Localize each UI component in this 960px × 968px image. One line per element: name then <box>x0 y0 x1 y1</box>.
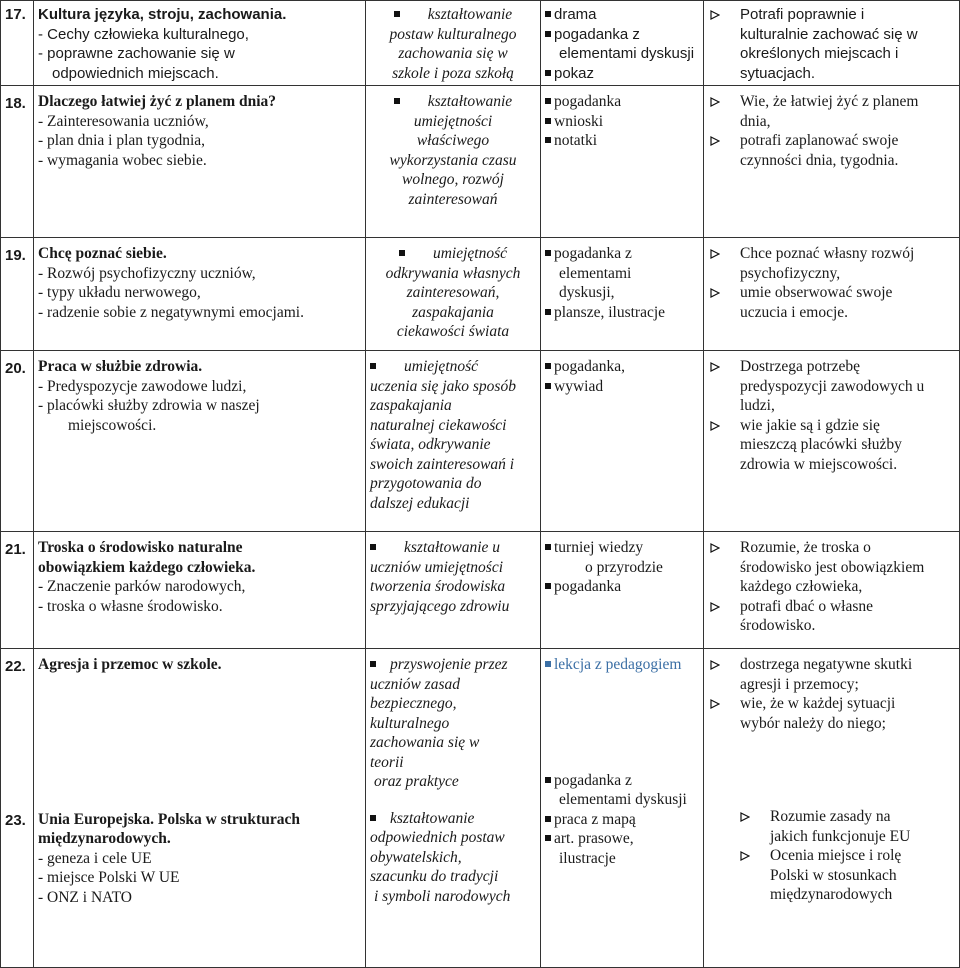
square-bullet-icon <box>545 137 551 143</box>
topic-subpoint: - miejsce Polski W UE <box>38 869 180 886</box>
topic-subpoint: - wymagania wobec siebie. <box>38 151 207 169</box>
square-bullet-icon <box>545 31 551 37</box>
square-bullet-icon <box>545 98 551 104</box>
topic-subpoint: - Znaczenie parków narodowych, <box>38 578 246 595</box>
square-bullet-icon <box>545 363 551 369</box>
topic-title: Chcę poznać siebie. <box>38 245 167 262</box>
topic-subpoint: - troska o własne środowisko. <box>38 597 223 615</box>
methods-cell: pogadanka, wywiad <box>541 351 704 532</box>
row-number: 19. <box>1 238 34 351</box>
topic-cell <box>34 351 366 532</box>
square-bullet-icon <box>370 363 376 369</box>
arrow-bullet-icon <box>740 812 750 822</box>
arrow-bullet-icon <box>710 602 720 612</box>
goal-cell: umiejętność uczenia się jako sposób zaspakajania naturalnej ciekawości świata, odkrywanie swoich zainteresowań i przygotowania do dalszej edukacji <box>366 351 541 532</box>
topic-subpoint: - radzenie sobie z negatywnymi emocjami. <box>38 303 304 321</box>
table-row <box>1 351 960 532</box>
square-bullet-icon <box>394 98 400 104</box>
row-number: 22. 23. <box>1 649 34 968</box>
goal-cell: kształtowanie postaw kulturalnego zachowania się w szkole i poza szkołą <box>366 1 541 86</box>
goal-cell: umiejętność odkrywania własnych zainteresowań, zaspakajania ciekawości świata <box>366 238 541 351</box>
methods-cell: lekcja z pedagogiem pogadanka z elementami dyskusji praca z mapą art. prasowe, ilustracje <box>541 649 704 968</box>
goal-cell: kształtowanie umiejętności właściwego wykorzystania czasu wolnego, rozwój zainteresowań <box>366 86 541 238</box>
square-bullet-icon <box>545 583 551 589</box>
square-bullet-icon <box>370 815 376 821</box>
effects-cell: Wie, że łatwiej żyć z planem dnia, potrafi zaplanować swoje czynności dnia, tygodnia. <box>704 86 960 238</box>
arrow-bullet-icon <box>710 699 720 709</box>
square-bullet-icon <box>545 661 551 667</box>
square-bullet-icon <box>545 816 551 822</box>
square-bullet-icon <box>545 383 551 389</box>
table-row <box>1 1 960 86</box>
arrow-bullet-icon <box>710 660 720 670</box>
arrow-bullet-icon <box>740 851 750 861</box>
topic-cell <box>34 86 366 238</box>
effects-cell: Chce poznać własny rozwój psychofizyczny, umie obserwować swoje uczucia i emocje. <box>704 238 960 351</box>
methods-cell: pogadanka z elementami dyskusji, plansze, ilustracje <box>541 238 704 351</box>
arrow-bullet-icon <box>710 97 720 107</box>
arrow-bullet-icon <box>710 136 720 146</box>
table-row <box>1 532 960 649</box>
square-bullet-icon <box>399 250 405 256</box>
topic-subpoint: miejscowości. <box>68 416 157 434</box>
topic-subpoint: - ONZ i NATO <box>38 888 132 906</box>
arrow-bullet-icon <box>710 362 720 372</box>
topic-cell <box>34 649 366 968</box>
topic-subpoint: - poprawne zachowanie się w <box>38 45 235 62</box>
topic-title: Troska o środowisko naturalne <box>38 539 243 556</box>
effects-cell: dostrzega negatywne skutki agresji i przemocy; wie, że w każdej sytuacji wybór należy do niego; Rozumie zasady na jakich funkcjonuje EU Ocenia miejsce i rolę Polski w stosunkach międzynarodowych <box>704 649 960 968</box>
topic-title: Unia Europejska. Polska w strukturach <box>38 810 300 828</box>
topic-subpoint: - typy układu nerwowego, <box>38 284 201 301</box>
topic-subpoint: - Rozwój psychofizyczny uczniów, <box>38 264 256 282</box>
square-bullet-icon <box>370 661 376 667</box>
square-bullet-icon <box>545 70 551 76</box>
methods-cell: drama pogadanka z elementami dyskusji pokaz <box>541 1 704 86</box>
arrow-bullet-icon <box>710 543 720 553</box>
effects-cell: Rozumie, że troska o środowisko jest obowiązkiem każdego człowieka, potrafi dbać o własne środowisko. <box>704 532 960 649</box>
square-bullet-icon <box>545 544 551 550</box>
square-bullet-icon <box>545 777 551 783</box>
topic-cell <box>34 238 366 351</box>
topic-subpoint: - geneza i cele UE <box>38 849 152 867</box>
topic-title: Kultura języka, stroju, zachowania. <box>38 6 287 23</box>
topic-title: obowiązkiem każdego człowieka. <box>38 558 256 576</box>
topic-title: Agresja i przemoc w szkole. <box>38 656 222 673</box>
square-bullet-icon <box>545 835 551 841</box>
row-number: 21. <box>1 532 34 649</box>
square-bullet-icon <box>370 544 376 550</box>
row-number: 18. <box>1 86 34 238</box>
arrow-bullet-icon <box>710 10 720 20</box>
square-bullet-icon <box>545 309 551 315</box>
table-row <box>1 649 960 968</box>
arrow-bullet-icon <box>710 288 720 298</box>
arrow-bullet-icon <box>710 249 720 259</box>
goal-cell: przyswojenie przez uczniów zasad bezpiecznego, kulturalnego zachowania się w teorii oraz praktyce kształtowanie odpowiednich postaw obywatelskich, szacunku do tradycji i symboli narodowych <box>366 649 541 968</box>
square-bullet-icon <box>545 118 551 124</box>
effects-cell: Dostrzega potrzebę predyspozycji zawodowych u ludzi, wie jakie są i gdzie się mieszczą placówki służby zdrowia w miejscowości. <box>704 351 960 532</box>
square-bullet-icon <box>394 11 400 17</box>
square-bullet-icon <box>545 11 551 17</box>
square-bullet-icon <box>545 250 551 256</box>
table-row <box>1 86 960 238</box>
topic-subpoint: odpowiednich miejscach. <box>52 64 219 82</box>
methods-cell: pogadanka wnioski notatki <box>541 86 704 238</box>
topic-title: międzynarodowych. <box>38 830 171 847</box>
topic-subpoint: - Cechy człowieka kulturalnego, <box>38 25 249 43</box>
topic-subpoint: - plan dnia i plan tygodnia, <box>38 132 206 149</box>
row-number: 17. <box>1 1 34 86</box>
methods-cell: turniej wiedzy o przyrodzie pogadanka <box>541 532 704 649</box>
table-row <box>1 238 960 351</box>
topic-title: Praca w służbie zdrowia. <box>38 358 203 375</box>
arrow-bullet-icon <box>710 421 720 431</box>
topic-subpoint: - Predyspozycje zawodowe ludzi, <box>38 377 247 395</box>
topic-cell <box>34 532 366 649</box>
topic-subpoint: - placówki służby zdrowia w naszej <box>38 397 260 414</box>
topic-subpoint: - Zainteresowania uczniów, <box>38 112 209 130</box>
goal-cell: kształtowanie u uczniów umiejętności tworzenia środowiska sprzyjającego zdrowiu <box>366 532 541 649</box>
topic-cell <box>34 1 366 86</box>
row-number: 20. <box>1 351 34 532</box>
effects-cell: Potrafi poprawnie i kulturalnie zachować się w określonych miejscach i sytuacjach. <box>704 1 960 86</box>
topic-title: Dlaczego łatwiej żyć z planem dnia? <box>38 93 277 110</box>
